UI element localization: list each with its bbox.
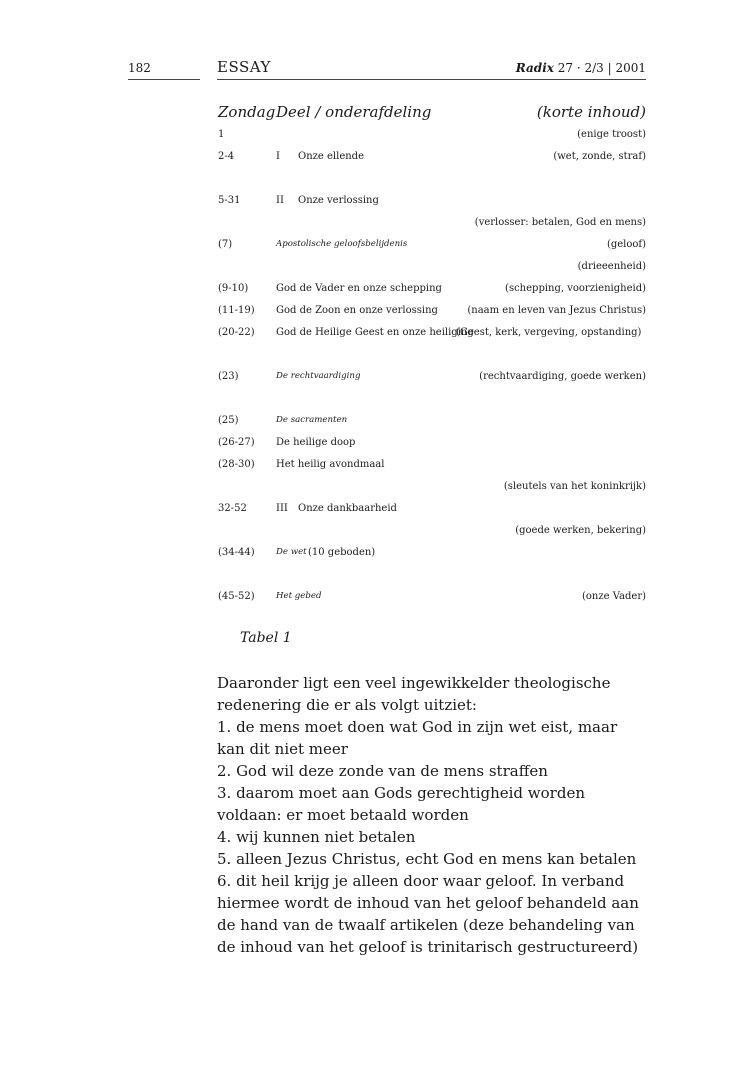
- list-item: 3. daarom moet aan Gods gerechtigheid worden voldaan: er moet betaald worden: [217, 784, 585, 824]
- zondag-cell: (20-22): [218, 327, 255, 338]
- inhoud-cell: (goede werken, bekering): [515, 525, 646, 536]
- table-row: [0, 371, 738, 387]
- zondag-cell: (34-44): [218, 547, 255, 558]
- naam-cell: God de Vader en onze schepping: [276, 283, 442, 294]
- table-row: [0, 217, 738, 233]
- naam-cell: Onze dankbaarheid: [298, 503, 397, 514]
- table-row: [0, 129, 738, 145]
- table-header-inhoud: (korte inhoud): [536, 103, 646, 121]
- inhoud-cell: (wet, zonde, straf): [553, 151, 646, 162]
- inhoud-cell: (enige troost): [577, 129, 646, 140]
- table-row: [0, 151, 738, 167]
- table-row: [0, 503, 738, 519]
- table-row: [0, 547, 738, 563]
- body-text: [217, 672, 649, 958]
- journal-name: Radix: [515, 61, 554, 75]
- table-header-deel: Deel / onderafdeling: [276, 103, 432, 121]
- inhoud-cell: (sleutels van het koninkrijk): [503, 481, 646, 492]
- naam-cell: De wet: [276, 547, 307, 557]
- inhoud-cell: (schepping, voorzienigheid): [505, 283, 646, 294]
- table-caption: Tabel 1: [240, 630, 292, 646]
- naam-cell: Apostolische geloofsbelijdenis: [276, 239, 408, 249]
- table-row: [0, 591, 738, 607]
- table-row: [0, 283, 738, 299]
- inhoud-cell: (rechtvaardiging, goede werken): [479, 371, 646, 382]
- list-item: 5. alleen Jezus Christus, echt God en mens kan betalen: [217, 850, 637, 868]
- inhoud-cell: (verlosser: betalen, God en mens): [474, 217, 646, 228]
- naam-cell: God de Zoon en onze verlossing: [276, 305, 438, 316]
- table-row: [0, 261, 738, 277]
- zondag-cell: (11-19): [218, 305, 255, 316]
- list-item: 4. wij kunnen niet betalen: [217, 828, 416, 846]
- zondag-cell: (7): [218, 239, 233, 250]
- table-header-zondag: Zondag: [218, 103, 276, 121]
- zondag-cell: 5-31: [218, 195, 241, 206]
- list-item: 1. de mens moet doen wat God in zijn wet eist, maar kan dit niet meer: [217, 718, 618, 758]
- naam-cell: De heilige doop: [276, 437, 356, 448]
- journal-reference: [516, 61, 646, 75]
- table-row: [0, 481, 738, 497]
- zondag-cell: 32-52: [218, 503, 247, 514]
- zondag-cell: (9-10): [218, 283, 249, 294]
- inhoud-cell: (drieeenheid): [577, 261, 646, 272]
- table-row: [0, 459, 738, 475]
- table-row: [0, 327, 738, 343]
- zondag-cell: (28-30): [218, 459, 255, 470]
- extra-cell: (10 geboden): [308, 547, 376, 558]
- naam-cell: De sacramenten: [276, 415, 348, 425]
- naam-cell: De rechtvaardiging: [276, 371, 361, 381]
- deel-cell: II: [276, 195, 284, 206]
- naam-cell: God de Heilige Geest en onze heiliging: [276, 327, 474, 338]
- journal-issue: 27 · 2/3 | 2001: [557, 61, 646, 75]
- naam-cell: Het gebed: [276, 591, 322, 601]
- header-rule-left: [128, 79, 200, 80]
- table-row: [0, 415, 738, 431]
- zondag-cell: (23): [218, 371, 239, 382]
- inhoud-cell: (geloof): [606, 239, 646, 250]
- table-row: [0, 437, 738, 453]
- table-row: [0, 305, 738, 321]
- naam-cell: Het heilig avondmaal: [276, 459, 385, 470]
- inhoud-cell: (naam en leven van Jezus Christus): [467, 305, 646, 316]
- header-rule-right: [217, 79, 646, 80]
- inhoud-cell: (Geest, kerk, vergeving, opstanding): [456, 327, 642, 338]
- intro-paragraph: Daaronder ligt een veel ingewikkelder theologische redenering die er als volgt uitziet:: [217, 674, 611, 714]
- deel-cell: III: [276, 503, 288, 514]
- list-item: 2. God wil deze zonde van de mens straffen: [217, 762, 548, 780]
- zondag-cell: (25): [218, 415, 239, 426]
- section-title: ESSAY: [217, 58, 271, 76]
- zondag-cell: 1: [218, 129, 225, 140]
- list-item: 6. dit heil krijg je alleen door waar geloof. In verband hiermee wordt de inhoud van het geloof behandeld aan de hand van de twaalf artikelen (deze behandeling van de inhoud van het geloof is trinitarisch gestructureerd): [217, 872, 639, 956]
- page-number: 182: [128, 61, 151, 75]
- inhoud-cell: (onze Vader): [582, 591, 646, 602]
- deel-cell: I: [276, 151, 280, 162]
- table-row: [0, 195, 738, 211]
- zondag-cell: 2-4: [218, 151, 235, 162]
- naam-cell: Onze ellende: [298, 151, 364, 162]
- naam-cell: Onze verlossing: [298, 195, 379, 206]
- table-row: [0, 239, 738, 255]
- zondag-cell: (45-52): [218, 591, 255, 602]
- zondag-cell: (26-27): [218, 437, 255, 448]
- table-row: [0, 525, 738, 541]
